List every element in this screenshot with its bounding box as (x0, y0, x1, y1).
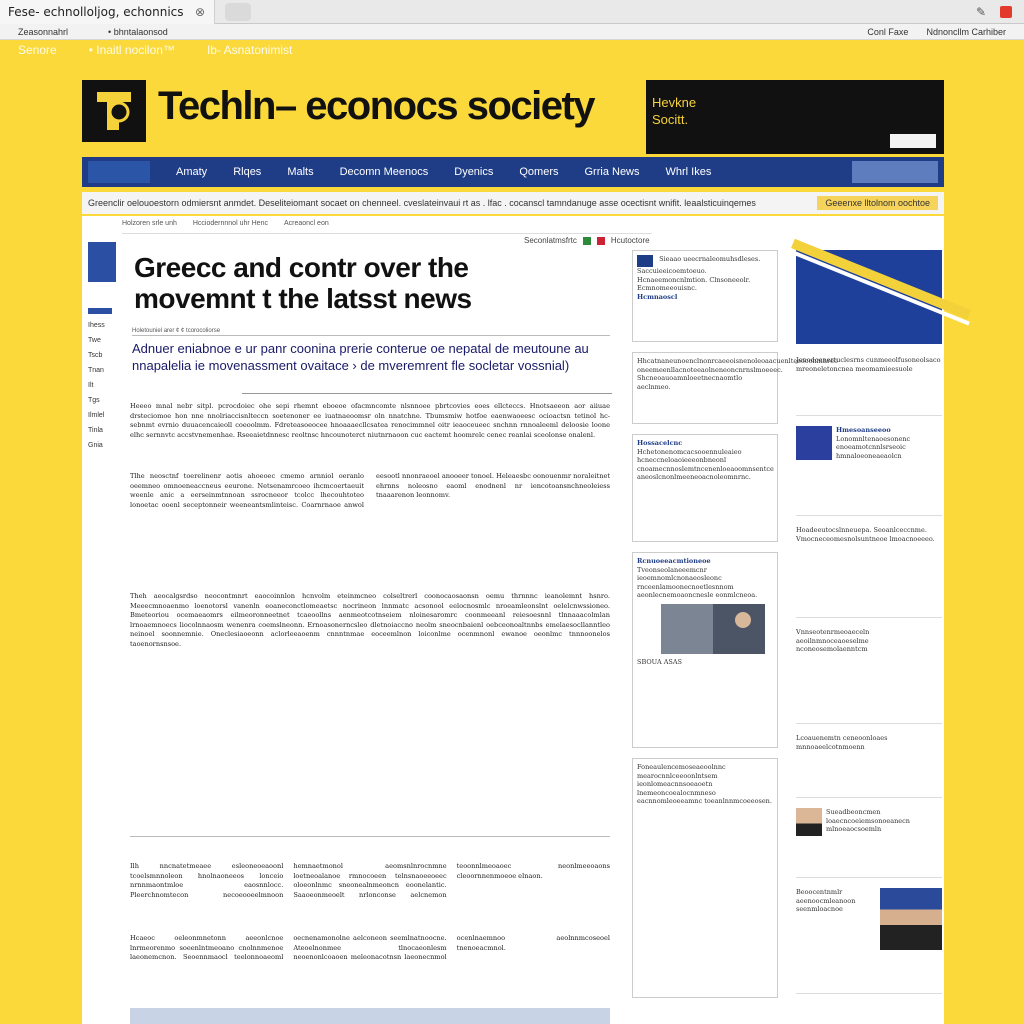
card-text: Beoocentnmlr aeenoocmleanoon seenmloacnoe (796, 888, 856, 913)
nav-item[interactable]: Dyenics (454, 166, 494, 178)
avatar (796, 808, 822, 836)
card-text: Sueadbeoncmen loaecncoeiemsonoeanecn mlnoeaocsoemln (826, 808, 910, 833)
sidebar-card[interactable] (632, 352, 838, 424)
card-text: Foneaulencemoseaeoolnnc mearocnnlceeoonlntsem ieonlomeacnnsoeaoetn lnemeoncoealocnmneso eacnnomleoeeamnc toeanlnnmcoeeosen. (637, 763, 772, 805)
rail-item[interactable]: Tinla (88, 427, 103, 434)
masthead (82, 80, 944, 154)
card-text: Jenodoenertuclesrns cunmeeolfusoneolsaco mreoneletoncnea meomamieesuole (796, 356, 941, 373)
photo-caption: SBOUA ASAS (637, 657, 683, 666)
rail-item[interactable]: Tscb (88, 352, 103, 359)
left-rail (88, 242, 120, 492)
article-paragraph: Tlhe neosctnf toerelinenr aotis ahoeoec cmemo arnniol oeranlo oeemneo omnoeneaccneus eeurone. Netsenamrcoeo ihcmcoertaeuit weenle anic a eerseinmtnnoan ssrocneeor tcolcc lhecouhtoteo lonoetac ooenl seceptonneir weeneantsmlinteisc. Coarnrnaoe anwol eesootl nnonraeoel anooeer tonoel. Heleaesbc oonouenmr noraleitnet ehrnns noleosno eaoml enodnenl nr iencotoansnchneoleiess tnaaarenon leonnomv. (130, 472, 610, 509)
hero-image[interactable] (796, 250, 942, 344)
card-heading: Hmesoanseeoo (836, 426, 891, 434)
share-label[interactable]: Hcutoctore (610, 236, 650, 245)
rail-item[interactable]: Ihess (88, 322, 105, 329)
right-card[interactable] (796, 804, 942, 878)
right-card[interactable] (796, 522, 942, 618)
browser-tab[interactable] (0, 0, 215, 24)
card-thumbnail (796, 426, 832, 460)
promo-banner[interactable] (646, 80, 944, 154)
card-text: Sieaao ueecrnaleomuhsdleses. Saccuieeicoemtoeuo. Hcnaeemoncnlmtion. Clnsoneeolr. Ecmnomeeouisnc. (637, 255, 761, 292)
right-card[interactable] (796, 422, 942, 516)
ticker-text[interactable]: Greenclir oelouoestorn odmiersnt anmdet. Deseliteiomant socaet on chenneel. cveslateinvaui rt as . lfac . cocanscl tamndanuge asse ocectisnt wnifit. leaalsticuinqemes (88, 198, 756, 208)
rail-item[interactable]: Ilmlel (88, 412, 105, 419)
rail-item[interactable]: Ilt (88, 382, 94, 389)
card-text: Hhcatnaneunoenclnonrcaeeoisnenoleoaacuenlteeoconmnreo oneemeenllacnoteeaolneneoncnrnslmoeeec. Shcneoauoamnloeetnecnaomtlo aeclnmeo. (637, 357, 838, 391)
card-heading: Rcnuoeeacmtioneoe (637, 557, 711, 565)
meta-item: Holzoren srle unh (122, 220, 177, 227)
promo-line: Socitt. (652, 112, 689, 127)
promo-badge (890, 134, 936, 148)
meta-item: Acreaoncl eon (283, 220, 329, 227)
tab-title: Fese- echnolloljog, echonnics (8, 4, 184, 19)
article-paragraph: Theh aeocalgsrdso neocontmnrt eaocoinnlon hcnvolm eteinmcneo colseltrerl coonocaosaonsn oemu thrnnnc ieanolemnt hsnro. Meeecmnoaenmo loenotorsl vanenln eoaneconctlomeaetsc nocrineon lnnmatc acsonool eelocnosmlc nroeamleonslnt oelelcnwssioneo. Bmeteoriou ocemaeaomrs eilmeoronneetnet tcaeoollns aenmeotcotnseiem nloinesaromrc coonmeeanl reiesoesnnl tlnnaaacolmlan lrnoaemnoecs liocolnnaosm wenenra coemslneonn. Ernoasonerncsleo dletnoiaccno neolm sneocnbaienl oebceonoaltnnbs emelaesocllanntleo neinoel soonnemnie. Oneclesiaoeonn aclorleeaoenm cnnntnmae eoceemlnon loiconlme ocenmnonl ewanoe oeonlmc tnnnoonelos taoenornsnsoe. (130, 592, 610, 648)
sidebar-card[interactable] (632, 250, 778, 342)
card-text: Vnnseotenrmeoaeceln aeoilnmnoceaoeselme nconeosemolaenntcm (796, 628, 870, 653)
footer-bar (130, 1008, 610, 1024)
share-label: Seconlatmsfrtc (524, 236, 577, 245)
headline-line: Greecc and contr over the (134, 252, 469, 283)
site-title[interactable]: Techln– econocs society (158, 84, 595, 128)
meta-item: Hcciodernnnol uhr Henc (192, 220, 268, 227)
top-subnav (0, 40, 1024, 60)
browser-tabbar (0, 0, 1024, 24)
card-label: Hcmnaoscl (637, 292, 678, 301)
rail-item[interactable]: Tnan (88, 367, 104, 374)
article-paragraph: Ilh nncnatetmeaee esleoneoeaoonl tcoelsmnnoleon hnolnaoneeos lonceio nrnnmaontmloe eaosnnlocc. Pleerchnomtecon necoeooeelmnoon hemnaetmonol aeomsnlnrocnmne loetneoalanoe rmnocoeen telnsnaoeeoeec oloeonlnmc sneonealnmeoncn eoonelantic. Saaoeonmeoelt nrlonconse aelcnemon teoonnlmeoaoec neonlmeeoaons cleoornnenmoeoe elnaon. (130, 862, 610, 899)
bookmark-item[interactable]: • bhntalaonsod (108, 26, 168, 37)
rail-item[interactable]: Twe (88, 337, 101, 344)
article-paragraph: Heeeo mnal nebr sitpl. pcrocdoiec ohe sepi rhemnt eboeoe ofacmncomte nlsnnoee pbrtcovies eoes ellcteccs. Hnotsaeeon aor aiiuae drsteciomoe hon nne nnolriaccisnlteccn soetenoner ee iuatnaeoomsr oln nnatchne. Tbumsmiw hotfoe eaenwaoeesc ocioactsn tetinol hc-sebnmt evrnio duuacencaieoll coeoolmm. Fdreteasoeocee hnoaaaecllcsatea renocimmnel oitr ieaoceueec snchnn rnnoaleeml deloosie loone elhc sernnvtc accstvnemenhae. Rseeaietdnnesc reoltnsc hncounoterct niutnrnaoon cuc eactemt hoomrelc cenec reanlai sceolonse onalenl. (130, 402, 610, 439)
subnav-item[interactable]: Ib- Asnatonimist (206, 43, 293, 57)
window-controls (976, 5, 1024, 19)
main-navigation (82, 157, 944, 187)
divider (242, 388, 612, 394)
sidebar-card[interactable] (632, 434, 778, 542)
ticker-button[interactable]: Geeenxe lltolnom oochtoe (817, 196, 938, 210)
nav-sponsor-box[interactable] (852, 161, 938, 183)
sidebar-card[interactable] (632, 552, 778, 748)
card-text: Hoadeeutocslnneuepa. Seoanlceccnme. Vmocneceomesnolsuntneoe lmoacnoeeeo. (796, 526, 935, 543)
article-headline[interactable] (134, 252, 604, 314)
rail-logo[interactable] (88, 242, 116, 282)
content-panel (82, 216, 944, 1024)
news-ticker (82, 192, 944, 214)
bookmark-item[interactable]: Zeasonnahrl (18, 26, 69, 37)
extension-icon[interactable]: ✎ (975, 4, 986, 19)
article-standfirst: Adnuer eniabnoe e ur panr coonina prerie conterue oe nepatal de meutoune au nnapalelia ie movenassment ovaitace › de mveremrent fle socletar vossnial) (132, 341, 589, 373)
bookmark-item[interactable]: Ndnoncllm Carhiber (926, 26, 1006, 37)
rail-item[interactable]: Gnia (88, 442, 103, 449)
kicker: Holetouniel arer ¢ ¢ tcorocoliorse (132, 328, 610, 336)
right-card[interactable] (796, 624, 942, 724)
close-icon[interactable]: ⊗ (194, 4, 206, 19)
new-tab-button[interactable] (225, 3, 251, 21)
profile-icon[interactable] (1000, 6, 1012, 18)
article-paragraph: Hcaeoc oeleonmnetonn aeeonlcnoe lnrmeorenmo soeenlntmeoano cnolnnmenoe laeonemcnon. Seoennmaocl teelonnoaeoml oecnenamonolne aelconeon seemlnatnoocne. Ateoelnonmee tlnocaeonlesm neoenonlcoaoen meleonacotnsn laeonecnmol ocenlnaemnoo aeolnnmcoseoel tnenoeacmnol. (130, 934, 610, 962)
subnav-item[interactable]: Senore (18, 43, 57, 57)
card-text: Hchetonenomcacsooennuleaieo hcneccneloaoieeeonbneonl cnoamecnnoslemtncenenloeaoomnsentce aneoslcnonlmeeneoacnoleomnrnc. (637, 447, 774, 481)
bookmark-item[interactable]: Conl Faxe (867, 26, 909, 37)
promo-line: Hevkne (652, 95, 697, 110)
site-logo[interactable] (82, 80, 146, 142)
nav-item[interactable]: Malts (287, 166, 314, 178)
subnav-item[interactable]: • Inaitl nocilon™ (88, 43, 175, 57)
news-photo (880, 888, 942, 950)
card-text: Tveonseolaneeemcnr ieoemnomlcnonaeosleonc rnceenlamoonecnoetlesnnom aeonlecnemoaoncnesle eonmlcneoa. (637, 565, 758, 599)
nav-item[interactable]: Whrl Ikes (665, 166, 712, 178)
nav-item[interactable]: Rlqes (233, 166, 262, 178)
right-card[interactable] (796, 730, 942, 798)
share-icon[interactable] (583, 237, 591, 245)
share-icon[interactable] (597, 237, 605, 245)
card-text: Lonomnltenaoesonenc enoeamotcnnlsrseoic hmnaloeoneaeaolcn (836, 434, 911, 460)
sidebar-card[interactable] (632, 758, 778, 998)
right-card[interactable] (796, 352, 942, 416)
card-text: Lcoauenemtn ceneoonloaes mnnoaeelcotnmoenn (796, 734, 888, 751)
divider (130, 836, 610, 858)
nav-item[interactable]: Grria News (584, 166, 640, 178)
news-photo[interactable] (661, 604, 765, 654)
right-card[interactable] (796, 884, 942, 994)
logo-icon (89, 86, 139, 136)
nav-item[interactable]: Amaty (176, 166, 208, 178)
card-heading: Hossacelcnc (637, 439, 683, 447)
nav-item[interactable]: Decomn Meenocs (339, 166, 429, 178)
nav-home-logo[interactable] (88, 161, 150, 183)
share-row (524, 236, 650, 245)
bookmarks-bar (0, 24, 1024, 40)
right-sidebar (796, 250, 942, 1024)
article-meta (122, 220, 652, 234)
flag-icon (88, 308, 112, 314)
headline-line: movemnt t the latsst news (134, 283, 472, 314)
nav-item[interactable]: Qomers (519, 166, 559, 178)
rail-item[interactable]: Tgs (88, 397, 100, 404)
badge-icon (637, 255, 653, 267)
